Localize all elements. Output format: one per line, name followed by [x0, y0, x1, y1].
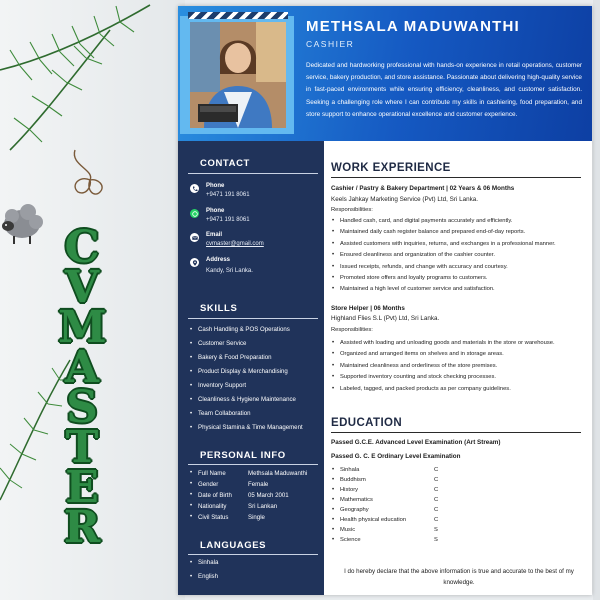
personal-info-row	[190, 514, 322, 525]
skill-item: • Cash Handling & POS Operations	[190, 325, 322, 339]
contact-item-email	[190, 232, 320, 256]
contact-label: Phone	[206, 208, 225, 214]
job-company: Keels Jahkay Marketing Service (Pvt) Ltd, Sri Lanka.	[331, 196, 478, 203]
skills-list	[190, 325, 322, 437]
personal-info-value: 05 March 2001	[248, 492, 289, 499]
subject-name: • Mathematics	[340, 497, 373, 503]
watermark-letter: R	[63, 502, 101, 553]
skill-item: • Product Display & Merchandising	[190, 367, 322, 381]
subject-grade: C	[434, 487, 439, 493]
pine-branch-top	[0, 0, 190, 200]
contact-item-whatsapp	[190, 208, 320, 232]
sheep-ornament-icon	[0, 198, 50, 246]
watermark-letter: T	[65, 422, 99, 473]
candidate-name: METHSALA MADUWANTHI	[306, 18, 520, 35]
job-bullets	[331, 339, 587, 396]
profile-summary: Dedicated and hardworking professional with hands-on experience in retail operations, customer service, bakery production, and store assistance. Passionate about delivering high-quality service in fast-paced environments while ensuring efficiency, cleanliness, and customer satisfaction. Seeking a challenging role where I can contribute my skills in cashiering, food preparation, and store support to enhance operational excellence and customer experience.	[306, 62, 582, 118]
job-bullet: • Maintained daily cash register balance and prepared end-of-day reports.	[331, 228, 587, 239]
cvmaster-watermark	[58, 222, 107, 553]
job-responsibilities-label: Responsibilities:	[331, 327, 373, 333]
contact-item-phone	[190, 183, 320, 207]
languages-divider	[188, 554, 318, 555]
personal-info-title: PERSONAL INFO	[200, 450, 286, 461]
resume-sheet	[178, 6, 592, 595]
skills-divider	[188, 318, 318, 319]
job-bullet: • Supported inventory counting and stock checking processes.	[331, 373, 587, 384]
subject-row	[331, 487, 461, 497]
resume-main	[324, 141, 592, 595]
skill-item: • Customer Service	[190, 339, 322, 353]
watermark-letter: E	[65, 462, 99, 513]
job-title: CASHIER	[306, 39, 355, 49]
skill-item: • Inventory Support	[190, 381, 322, 395]
personal-info-key: • Date of Birth	[198, 492, 232, 499]
contact-divider	[188, 173, 318, 174]
work-experience-title: WORK EXPERIENCE	[331, 162, 451, 174]
subject-name: • Sinhala	[340, 467, 360, 473]
job-bullet: • Promoted store offers and loyalty programs to customers.	[331, 274, 587, 285]
job-responsibilities-label: Responsibilities:	[331, 207, 373, 213]
subject-row	[331, 517, 461, 527]
job-bullet: • Ensured cleanliness and organization of the cashier counter.	[331, 251, 587, 262]
subject-name: • Science	[340, 537, 361, 543]
watermark-letter: M	[58, 302, 107, 353]
work-experience-divider	[331, 177, 581, 178]
job-bullet: • Assisted with loading and unloading goods and materials in the store or warehouse.	[331, 339, 587, 350]
personal-info-value: Female	[248, 481, 269, 488]
personal-info-value: Single	[248, 514, 265, 521]
job-company: Highland Flies S.L (Pvt) Ltd, Sri Lanka.	[331, 315, 440, 322]
resume-sidebar	[178, 141, 324, 595]
languages-list	[190, 558, 322, 586]
personal-info-key: • Nationality	[198, 503, 227, 510]
phone-icon	[190, 184, 199, 193]
education-al: Passed G.C.E. Advanced Level Examination (Art Stream)	[331, 439, 501, 446]
subject-name: • Buddhism	[340, 477, 366, 483]
job-heading: Cashier / Pastry & Bakery Department | 02 Years & 06 Months	[331, 185, 515, 192]
contact-label: Phone	[206, 183, 225, 189]
skills-title: SKILLS	[200, 303, 238, 314]
watermark-letter: S	[66, 382, 98, 433]
resume-header	[178, 6, 592, 141]
languages-title: LANGUAGES	[200, 540, 267, 551]
subject-name: • Geography	[340, 507, 369, 513]
watermark-letter: C	[64, 222, 100, 273]
job-heading: Store Helper | 06 Months	[331, 305, 405, 312]
personal-info-row	[190, 492, 322, 503]
header-stripe	[188, 12, 288, 19]
education-title: EDUCATION	[331, 417, 403, 429]
personal-info-key: • Gender	[198, 481, 219, 488]
job-bullet: • Assisted customers with inquiries, returns, and exchanges in a professional manner.	[331, 240, 587, 251]
subject-name: • Music	[340, 527, 356, 533]
profile-photo	[190, 22, 286, 128]
job-bullet: • Issued receipts, refunds, and change with accuracy and courtesy.	[331, 263, 587, 274]
job-bullet: • Maintained cleanliness and orderliness of the store premises.	[331, 362, 587, 373]
personal-info-row	[190, 481, 322, 492]
subject-row	[331, 497, 461, 507]
skill-item: • Bakery & Food Preparation	[190, 353, 322, 367]
personal-info-divider	[188, 464, 318, 465]
contact-label: Email	[206, 232, 223, 238]
personal-info-key: • Full Name	[198, 470, 226, 477]
subject-grade: C	[434, 517, 439, 523]
language-item: • English	[190, 572, 322, 586]
personal-info-key: • Civil Status	[198, 514, 229, 521]
watermark-letter: A	[64, 342, 100, 393]
subject-row	[331, 527, 461, 537]
photo-frame	[180, 16, 294, 134]
contact-label: Address	[206, 257, 231, 263]
subject-grade: C	[434, 507, 439, 513]
subject-grade: C	[434, 477, 439, 483]
contact-item-address	[190, 257, 320, 281]
subject-grade: S	[434, 527, 438, 533]
job-bullets	[331, 217, 587, 297]
email-link[interactable]: cvmaster@gmail.com	[206, 241, 264, 247]
background-right	[593, 0, 600, 600]
subject-name: • Health physical education	[340, 517, 407, 523]
contact-title: CONTACT	[200, 158, 250, 169]
personal-info-row	[190, 503, 322, 514]
watermark-letter: V	[64, 262, 100, 313]
education-divider	[331, 432, 581, 433]
location-icon	[190, 258, 199, 267]
job-bullet: • Maintained a high level of customer service and satisfaction.	[331, 285, 587, 296]
subject-grade: C	[434, 497, 439, 503]
skill-item: • Cleanliness & Hygiene Maintenance	[190, 395, 322, 409]
email-icon	[190, 233, 199, 242]
personal-info-value: Sri Lankan	[248, 503, 278, 510]
skill-item: • Team Collaboration	[190, 409, 322, 423]
subject-row	[331, 467, 461, 477]
subject-name: • History	[340, 487, 359, 493]
contact-value: Kandy, Sri Lanka.	[206, 268, 253, 274]
subject-row	[331, 507, 461, 517]
whatsapp-icon	[190, 209, 199, 218]
job-bullet: • Handled cash, card, and digital payments accurately and efficiently.	[331, 217, 587, 228]
declaration-text: I do hereby declare that the above information is true and accurate to the best of my knowledge.	[344, 568, 574, 586]
language-item: • Sinhala	[190, 558, 322, 572]
subject-row	[331, 537, 461, 547]
contact-value: +9471 191 8061	[206, 217, 250, 223]
contact-value: +9471 191 8061	[206, 192, 250, 198]
subject-grade: S	[434, 537, 438, 543]
job-bullet: • Organized and arranged items on shelves and in storage areas.	[331, 350, 587, 361]
personal-info-value: Methsala Maduwanthi	[248, 470, 308, 477]
subject-row	[331, 477, 461, 487]
personal-info-row	[190, 470, 322, 481]
job-bullet: • Labeled, tagged, and packed products as per company guidelines.	[331, 385, 587, 396]
subject-grade: C	[434, 467, 439, 473]
skill-item: • Physical Stamina & Time Management	[190, 423, 322, 437]
education-ol: Passed G. C. E Ordinary Level Examination	[331, 453, 461, 460]
